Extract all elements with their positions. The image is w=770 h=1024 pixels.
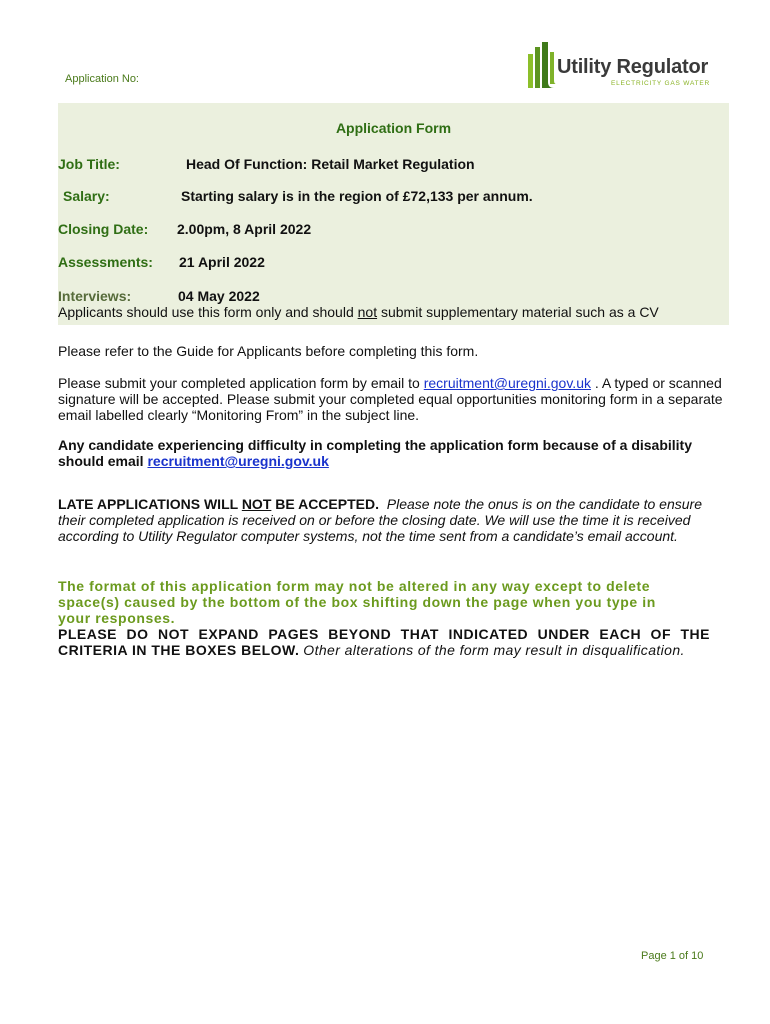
- format-caps-text: PLEASE DO NOT EXPAND PAGES BEYOND THAT INDICATED UNDER EACH OF THE CRITERIA IN THE BOXES BELOW.: [58, 626, 710, 658]
- application-details-panel: [58, 103, 729, 325]
- late-part1: LATE APPLICATIONS WILL: [58, 496, 242, 512]
- panel-note-before: Applicants should use this form only and should: [58, 304, 358, 320]
- late-part2: BE ACCEPTED.: [271, 496, 379, 512]
- application-no-label: Application No:: [65, 73, 139, 85]
- disability-email-link[interactable]: recruitment@uregni.gov.uk: [147, 453, 329, 469]
- late-not: NOT: [241, 496, 272, 512]
- closing-date-value: 2.00pm, 8 April 2022: [177, 221, 312, 237]
- submit-paragraph: [58, 375, 724, 423]
- panel-title: Application Form: [335, 120, 452, 136]
- format-warning-green: [58, 578, 658, 626]
- utility-regulator-logo: [526, 42, 726, 92]
- interviews-label: Interviews:: [58, 288, 132, 304]
- format-italic-text: Other alterations of the form may result in disqualification.: [303, 642, 685, 658]
- salary-value: Starting salary is in the region of £72,133 per annum.: [181, 188, 533, 204]
- disability-paragraph: [58, 437, 724, 469]
- logo-mark-icon: [526, 42, 556, 88]
- logo-tagline: ELECTRICITY GAS WATER: [611, 80, 711, 87]
- format-warning-caps: [58, 626, 710, 658]
- panel-note-after: submit supplementary material such as a CV: [377, 304, 659, 320]
- disability-text: Any candidate experiencing difficulty in completing the application form because of a disability should email: [58, 437, 693, 469]
- late-applications-paragraph: [58, 496, 724, 544]
- guide-paragraph: Please refer to the Guide for Applicants before completing this form.: [58, 343, 479, 359]
- job-title-label: Job Title:: [58, 156, 120, 172]
- panel-note-underlined: not: [357, 304, 378, 320]
- submit-text-before: Please submit your completed application form by email to: [58, 375, 424, 391]
- format-green-text: The format of this application form may not be altered in any way except to delete space(s) caused by the bottom of the box shifting down the page when you type in your responses.: [58, 578, 656, 626]
- submit-text-after: . A typed or scanned signature will be accepted. Please submit your completed equal opportunities monitoring form in a separate email labelled clearly “Monitoring From” in the subject line.: [58, 375, 723, 423]
- logo-name: Utility Regulator: [557, 56, 709, 78]
- interviews-value: 04 May 2022: [178, 288, 260, 304]
- recruitment-email-link[interactable]: recruitment@uregni.gov.uk: [423, 375, 591, 391]
- panel-note: [58, 304, 659, 320]
- salary-label: Salary:: [63, 188, 110, 204]
- job-title-value: Head Of Function: Retail Market Regulation: [186, 156, 475, 172]
- closing-date-label: Closing Date:: [58, 221, 149, 237]
- page-number: Page 1 of 10: [641, 950, 704, 962]
- assessments-label: Assessments:: [58, 254, 153, 270]
- assessments-value: 21 April 2022: [179, 254, 265, 270]
- late-italic: Please note the onus is on the candidate to ensure their completed application is received on or before the closing date. We will use the time it is received according to Utility Regulator computer systems, not the time sent from a candidate’s email account.: [58, 496, 702, 544]
